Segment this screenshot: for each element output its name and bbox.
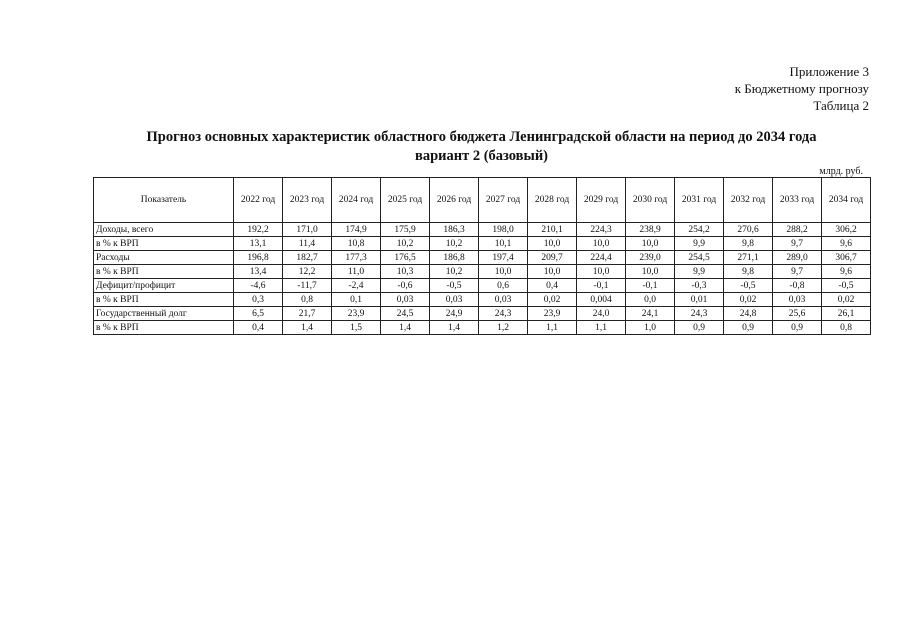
- table-cell: 0,4: [234, 321, 283, 335]
- document-title: [0, 128, 905, 166]
- table-cell: 197,4: [479, 251, 528, 265]
- table-cell: 238,9: [626, 223, 675, 237]
- table-cell: 306,7: [822, 251, 871, 265]
- table-cell: 176,5: [381, 251, 430, 265]
- table-cell: 10,0: [528, 237, 577, 251]
- table-cell: 12,2: [283, 265, 332, 279]
- table-cell: 10,0: [479, 265, 528, 279]
- header-year: 2027 год: [479, 178, 528, 223]
- table-cell: 10,0: [626, 265, 675, 279]
- table-cell: -11,7: [283, 279, 332, 293]
- table-cell: -0,3: [675, 279, 724, 293]
- budget-table: [93, 177, 871, 335]
- table-cell: -0,5: [430, 279, 479, 293]
- table-cell: 9,8: [724, 265, 773, 279]
- table-cell: 177,3: [332, 251, 381, 265]
- table-cell: 24,3: [675, 307, 724, 321]
- table-header-row: [94, 178, 871, 223]
- table-cell: 196,8: [234, 251, 283, 265]
- table-cell: 0,02: [528, 293, 577, 307]
- table-row: [94, 279, 871, 293]
- table-cell: 10,0: [577, 237, 626, 251]
- table-cell: 0,03: [479, 293, 528, 307]
- row-label: Государственный долг: [94, 307, 234, 321]
- table-cell: 13,4: [234, 265, 283, 279]
- header-year: 2023 год: [283, 178, 332, 223]
- header-year: 2028 год: [528, 178, 577, 223]
- header-indicator: Показатель: [94, 178, 234, 223]
- table-cell: -0,8: [773, 279, 822, 293]
- row-label: в % к ВРП: [94, 265, 234, 279]
- table-cell: -4,6: [234, 279, 283, 293]
- table-cell: 0,03: [773, 293, 822, 307]
- header-year: 2031 год: [675, 178, 724, 223]
- appendix-line-2: к Бюджетному прогнозу: [734, 81, 869, 96]
- table-cell: 171,0: [283, 223, 332, 237]
- row-label: в % к ВРП: [94, 321, 234, 335]
- table-cell: -2,4: [332, 279, 381, 293]
- header-year: 2033 год: [773, 178, 822, 223]
- appendix-line-1: Приложение 3: [789, 64, 869, 79]
- table-cell: 10,2: [381, 237, 430, 251]
- table-cell: 192,2: [234, 223, 283, 237]
- table-cell: 288,2: [773, 223, 822, 237]
- table-cell: 186,3: [430, 223, 479, 237]
- table-row: [94, 307, 871, 321]
- table-row: [94, 321, 871, 335]
- table-cell: 9,7: [773, 237, 822, 251]
- table-cell: 210,1: [528, 223, 577, 237]
- table-row: [94, 265, 871, 279]
- table-cell: 271,1: [724, 251, 773, 265]
- table-cell: 11,4: [283, 237, 332, 251]
- table-cell: 26,1: [822, 307, 871, 321]
- table-cell: 24,1: [626, 307, 675, 321]
- table-cell: 0,9: [675, 321, 724, 335]
- table-cell: 0,0: [626, 293, 675, 307]
- table-cell: 0,3: [234, 293, 283, 307]
- table-row: [94, 251, 871, 265]
- table-cell: 182,7: [283, 251, 332, 265]
- title-line-2: вариант 2 (базовый): [414, 148, 549, 164]
- table-cell: 10,0: [528, 265, 577, 279]
- table-cell: 1,4: [430, 321, 479, 335]
- table-row: [94, 237, 871, 251]
- table-cell: 10,2: [430, 265, 479, 279]
- table-cell: 175,9: [381, 223, 430, 237]
- table-cell: 10,1: [479, 237, 528, 251]
- row-label: в % к ВРП: [94, 293, 234, 307]
- table-cell: 224,4: [577, 251, 626, 265]
- table-cell: 0,6: [479, 279, 528, 293]
- table-cell: -0,1: [577, 279, 626, 293]
- table-cell: 289,0: [773, 251, 822, 265]
- table-cell: 0,004: [577, 293, 626, 307]
- table-row: [94, 223, 871, 237]
- table-cell: 254,2: [675, 223, 724, 237]
- row-label: Расходы: [94, 251, 234, 265]
- header-year: 2022 год: [234, 178, 283, 223]
- table-cell: 224,3: [577, 223, 626, 237]
- table-cell: 10,3: [381, 265, 430, 279]
- table-cell: 0,4: [528, 279, 577, 293]
- table-cell: 198,0: [479, 223, 528, 237]
- table-body: [94, 223, 871, 335]
- row-label: в % к ВРП: [94, 237, 234, 251]
- table-cell: 254,5: [675, 251, 724, 265]
- header-year: 2034 год: [822, 178, 871, 223]
- table-cell: 21,7: [283, 307, 332, 321]
- table-cell: 10,0: [626, 237, 675, 251]
- table-cell: 1,4: [381, 321, 430, 335]
- row-label: Доходы, всего: [94, 223, 234, 237]
- header-year: 2024 год: [332, 178, 381, 223]
- table-cell: 24,5: [381, 307, 430, 321]
- appendix-note: [735, 63, 869, 114]
- table-cell: 9,9: [675, 237, 724, 251]
- unit-label: млрд. руб.: [819, 166, 863, 177]
- table-cell: 186,8: [430, 251, 479, 265]
- table-cell: 0,02: [822, 293, 871, 307]
- table-cell: 10,0: [577, 265, 626, 279]
- table-cell: 24,3: [479, 307, 528, 321]
- table-cell: 174,9: [332, 223, 381, 237]
- table-cell: 1,1: [577, 321, 626, 335]
- table-cell: 0,02: [724, 293, 773, 307]
- table-cell: 0,8: [822, 321, 871, 335]
- table-cell: 0,01: [675, 293, 724, 307]
- table-cell: 0,9: [724, 321, 773, 335]
- table-cell: 1,5: [332, 321, 381, 335]
- table-cell: 6,5: [234, 307, 283, 321]
- appendix-line-3: Таблица 2: [813, 98, 869, 113]
- table-cell: 24,8: [724, 307, 773, 321]
- table-cell: 24,9: [430, 307, 479, 321]
- title-line-1: Прогноз основных характеристик областного бюджета Ленинградской области на период до 2034 года: [146, 129, 817, 145]
- table-cell: 24,0: [577, 307, 626, 321]
- header-year: 2025 год: [381, 178, 430, 223]
- table-cell: 9,6: [822, 265, 871, 279]
- table-cell: 1,2: [479, 321, 528, 335]
- table-cell: 270,6: [724, 223, 773, 237]
- table-cell: 13,1: [234, 237, 283, 251]
- table-cell: 9,9: [675, 265, 724, 279]
- table-cell: 306,2: [822, 223, 871, 237]
- table-cell: 1,4: [283, 321, 332, 335]
- table-cell: 23,9: [528, 307, 577, 321]
- table-cell: 0,03: [430, 293, 479, 307]
- table-cell: 10,2: [430, 237, 479, 251]
- table-cell: 0,03: [381, 293, 430, 307]
- table-cell: 0,1: [332, 293, 381, 307]
- table-cell: 25,6: [773, 307, 822, 321]
- table-cell: -0,5: [822, 279, 871, 293]
- table-cell: 9,6: [822, 237, 871, 251]
- header-year: 2026 год: [430, 178, 479, 223]
- table-cell: 11,0: [332, 265, 381, 279]
- table-cell: 0,9: [773, 321, 822, 335]
- table-cell: 9,7: [773, 265, 822, 279]
- table-cell: 9,8: [724, 237, 773, 251]
- table-cell: -0,5: [724, 279, 773, 293]
- table-cell: 209,7: [528, 251, 577, 265]
- table-cell: 0,8: [283, 293, 332, 307]
- table-cell: 23,9: [332, 307, 381, 321]
- row-label: Дефицит/профицит: [94, 279, 234, 293]
- header-year: 2032 год: [724, 178, 773, 223]
- table-cell: 1,1: [528, 321, 577, 335]
- header-year: 2029 год: [577, 178, 626, 223]
- header-year: 2030 год: [626, 178, 675, 223]
- table-cell: -0,1: [626, 279, 675, 293]
- table-cell: 10,8: [332, 237, 381, 251]
- table-cell: 1,0: [626, 321, 675, 335]
- table-cell: 239,0: [626, 251, 675, 265]
- table-row: [94, 293, 871, 307]
- table-cell: -0,6: [381, 279, 430, 293]
